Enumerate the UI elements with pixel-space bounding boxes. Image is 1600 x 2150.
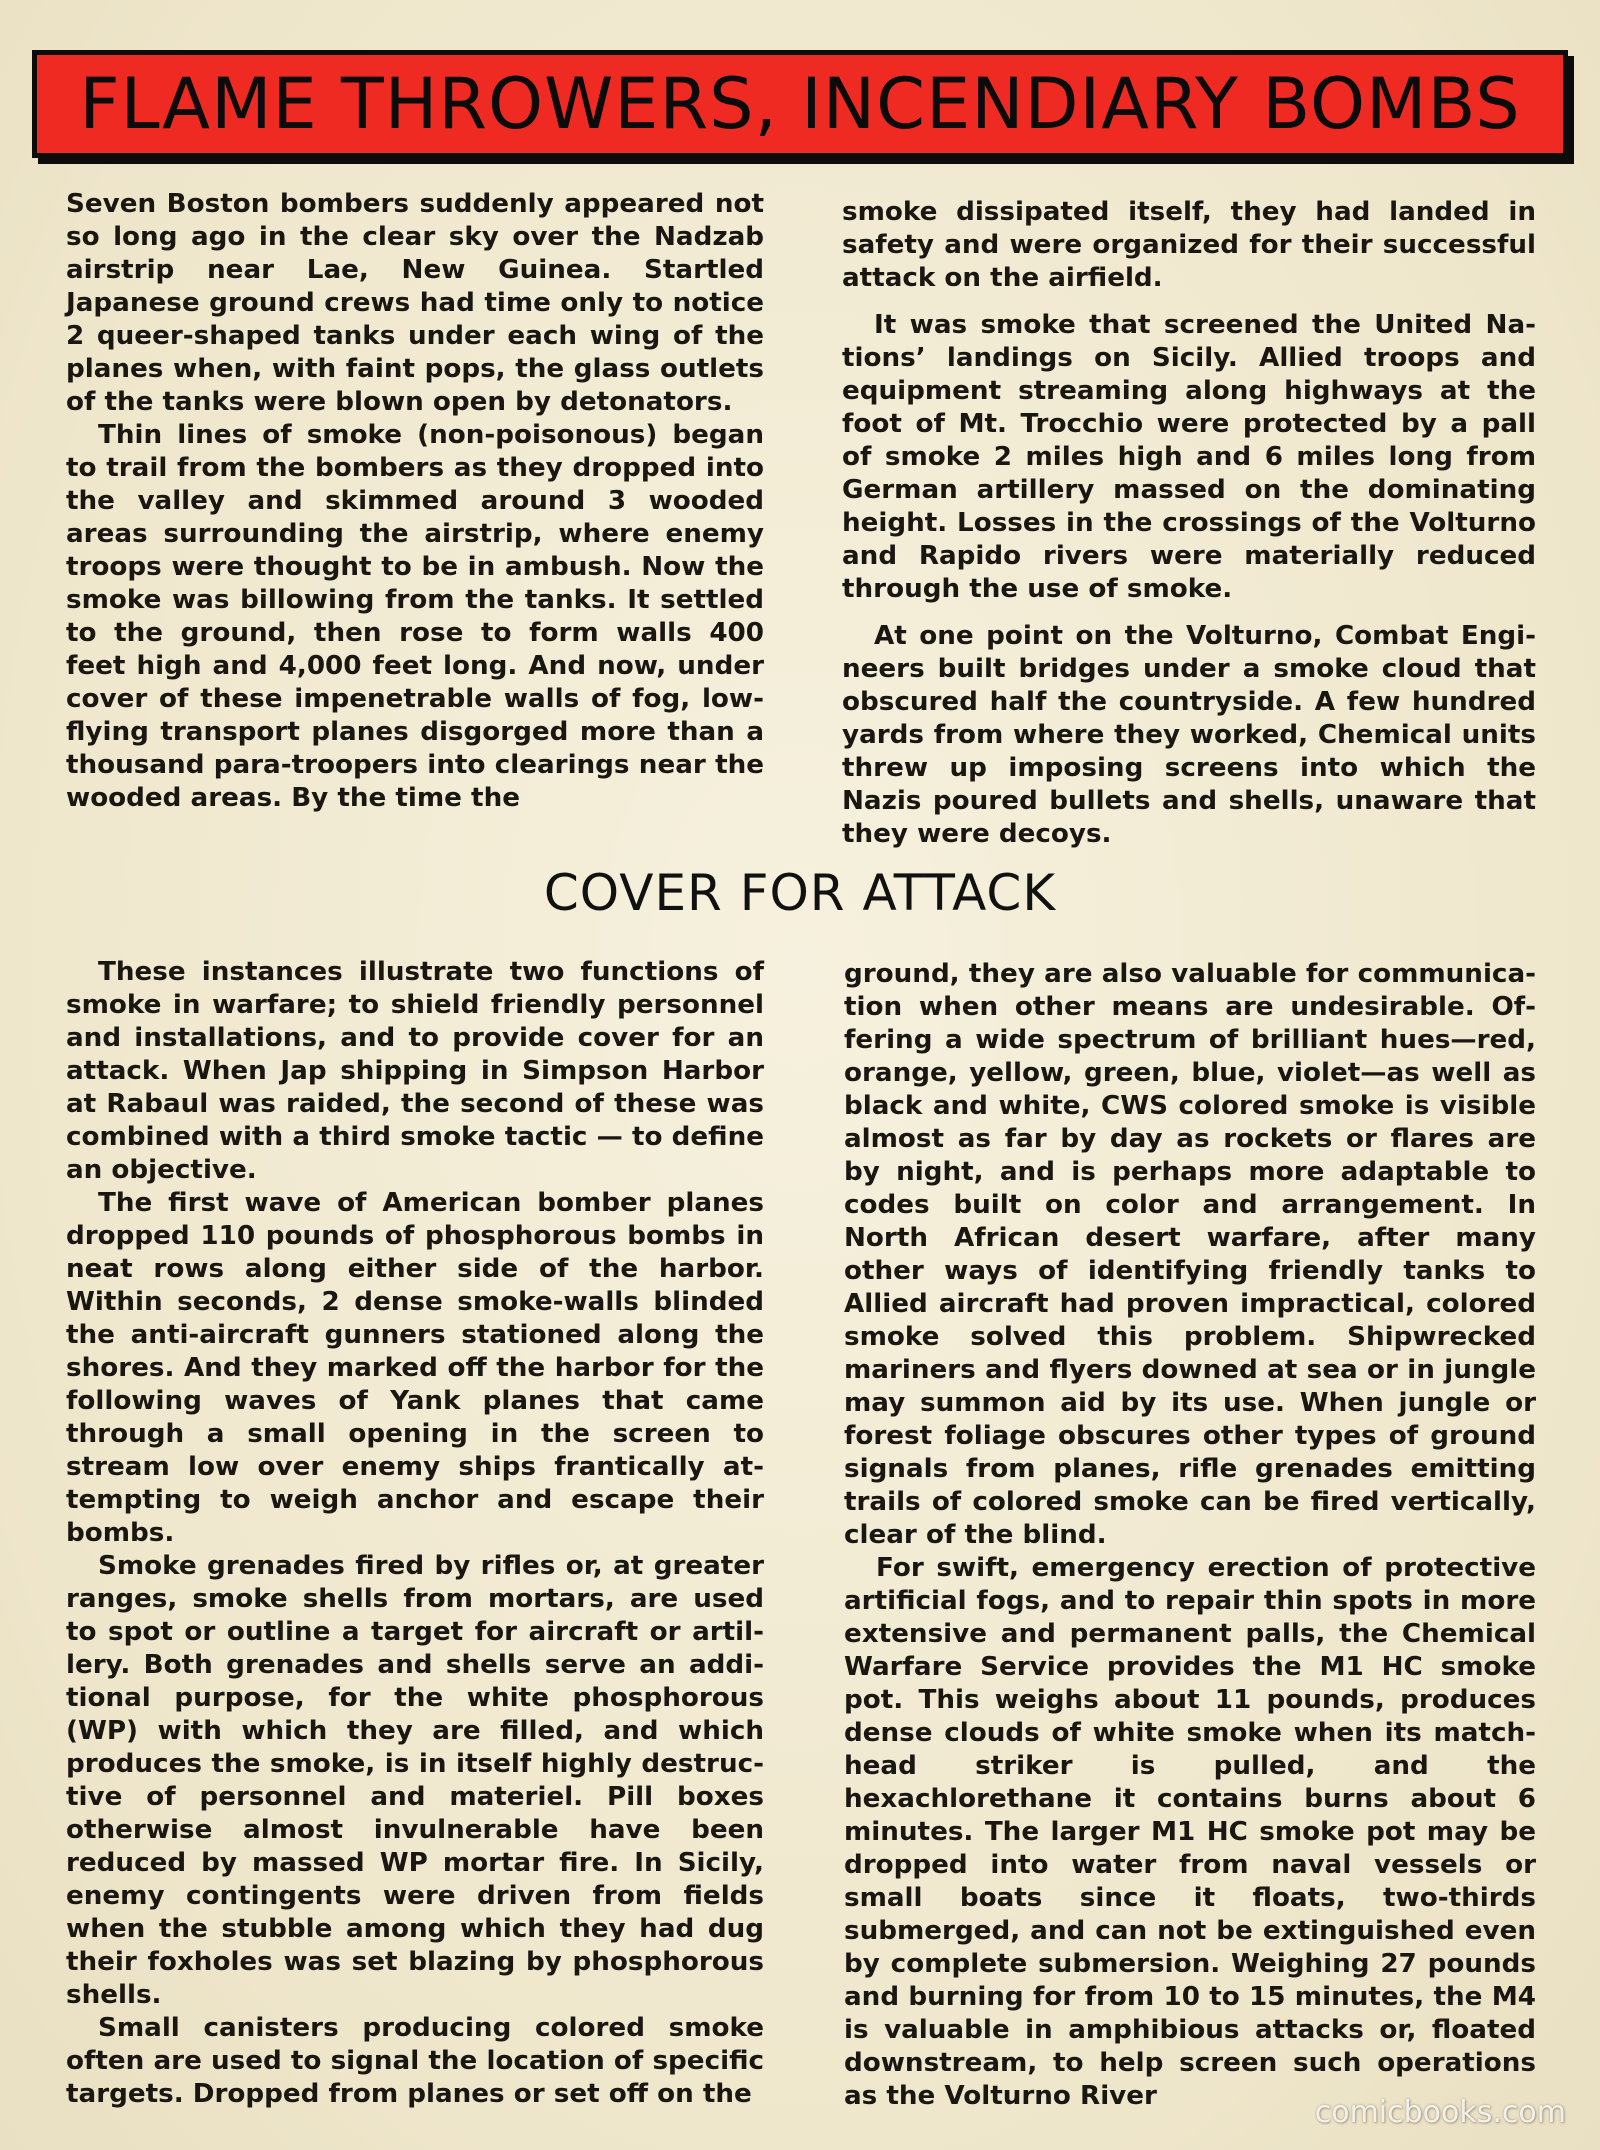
paragraph: At one point on the Volturno, Combat Engineers built bridges under a smoke cloud that obscured half the countryside. A few hundred yards from where they worked, Chemical units threw up imposing screens into which the Nazis poured bullets and shells, unaware that they were decoys. bbox=[842, 621, 1536, 849]
paragraph: ground, they are also valuable for communication when other means are undesirable. Offering a wide spectrum of brilliant hues—red, orange, yellow, green, blue, violet—as well as black and white, CWS colored smoke is visible almost as far by day as rockets or flares are by night, and is perhaps more adaptable to codes built on color and arrangement. In North African desert warfare, after many other ways of identifying friendly tanks to Allied aircraft had proven impractical, colored smoke solved this problem. Shipwrecked mariners and flyers downed at sea or in jungle may summon aid by its use. When jungle or forest foliage obscures other types of ground signals from planes, rifle grenades emitting trails of colored smoke can be fired vertically, clear of the blind. bbox=[844, 959, 1536, 1550]
page-title: FLAME THROWERS, INCENDIARY BOMBS bbox=[79, 63, 1521, 145]
paragraph: Smoke grenades fired by rifles or, at greater ranges, smoke shells from mortars, are used to spot or outline a target for aircraft or artillery. Both grenades and shells serve an additional purpose, for the white phosphorous (WP) with which they are filled, and which produces the smoke, is in itself highly destructive of personnel and materiel. Pill boxes otherwise almost invulnerable have been reduced by massed WP mortar fire. In Sicily, enemy contingents were driven from fields when the stubble among which they had dug their foxholes was set blazing by phosphorous shells. bbox=[66, 1551, 764, 2010]
paragraph: For swift, emergency erection of protective artificial fogs, and to repair thin spots in more extensive and permanent palls, the Chemical Warfare Service provides the M1 HC smoke pot. This weighs about 11 pounds, produces dense clouds of white smoke when its matchhead striker is pulled, and the hexachlorethane it contains burns about 6 minutes. The larger M1 HC smoke pot may be dropped into water from naval vessels or small boats since it floats, two-thirds submerged, and can not be extinguished even by complete submersion. Weighing 27 pounds and burning for from 10 to 15 minutes, the M4 is valuable in amphibious attacks or, floated downstream, to help screen such operations as the Volturno River bbox=[844, 1553, 1536, 2111]
title-banner bbox=[32, 50, 1568, 158]
column-4 bbox=[844, 958, 1536, 2113]
paragraph: smoke dissipated itself, they had landed in safety and were organized for their successful attack on the airfield. bbox=[842, 197, 1536, 293]
watermark: comicbooks.com bbox=[1314, 2095, 1566, 2130]
paragraph: Small canisters producing colored smoke often are used to signal the location of specific targets. Dropped from planes or set off on the bbox=[66, 2013, 764, 2109]
column-2 bbox=[842, 196, 1536, 851]
paragraph: These instances illustrate two functions of smoke in warfare; to shield friendly personnel and installations, and to provide cover for an attack. When Jap shipping in Simpson Harbor at Rabaul was raided, the second of these was combined with a third smoke tactic — to define an objective. bbox=[66, 957, 764, 1185]
column-3 bbox=[66, 956, 764, 2111]
column-1 bbox=[66, 188, 764, 815]
paragraph: Thin lines of smoke (non-poisonous) began to trail from the bombers as they dropped into the valley and skimmed around 3 wooded areas surrounding the airstrip, where enemy troops were thought to be in ambush. Now the smoke was billowing from the tanks. It settled to the ground, then rose to form walls 400 feet high and 4,000 feet long. And now, under cover of these impenetrable walls of fog, low-flying transport planes disgorged more than a thousand para-troopers into clearings near the wooded areas. By the time the bbox=[66, 420, 764, 813]
section-heading: COVER FOR ATTACK bbox=[543, 864, 1057, 922]
paragraph: Seven Boston bombers suddenly appeared not so long ago in the clear sky over the Nadzab airstrip near Lae, New Guinea. Startled Japanese ground crews had time only to notice 2 queer-shaped tanks under each wing of the planes when, with faint pops, the glass outlets of the tanks were blown open by detonators. bbox=[66, 189, 764, 417]
paragraph: It was smoke that screened the United Nations’ landings on Sicily. Allied troops and equipment streaming along highways at the foot of Mt. Trocchio were protected by a pall of smoke 2 miles high and 6 miles long from German artillery massed on the dominating height. Losses in the crossings of the Volturno and Rapido rivers were materially reduced through the use of smoke. bbox=[842, 310, 1536, 604]
paragraph: The first wave of American bomber planes dropped 110 pounds of phosphorous bombs in neat rows along either side of the harbor. Within seconds, 2 dense smoke-walls blinded the anti-aircraft gunners stationed along the shores. And they marked off the harbor for the following waves of Yank planes that came through a small opening in the screen to stream low over enemy ships frantically attempting to weigh anchor and escape their bombs. bbox=[66, 1188, 764, 1548]
